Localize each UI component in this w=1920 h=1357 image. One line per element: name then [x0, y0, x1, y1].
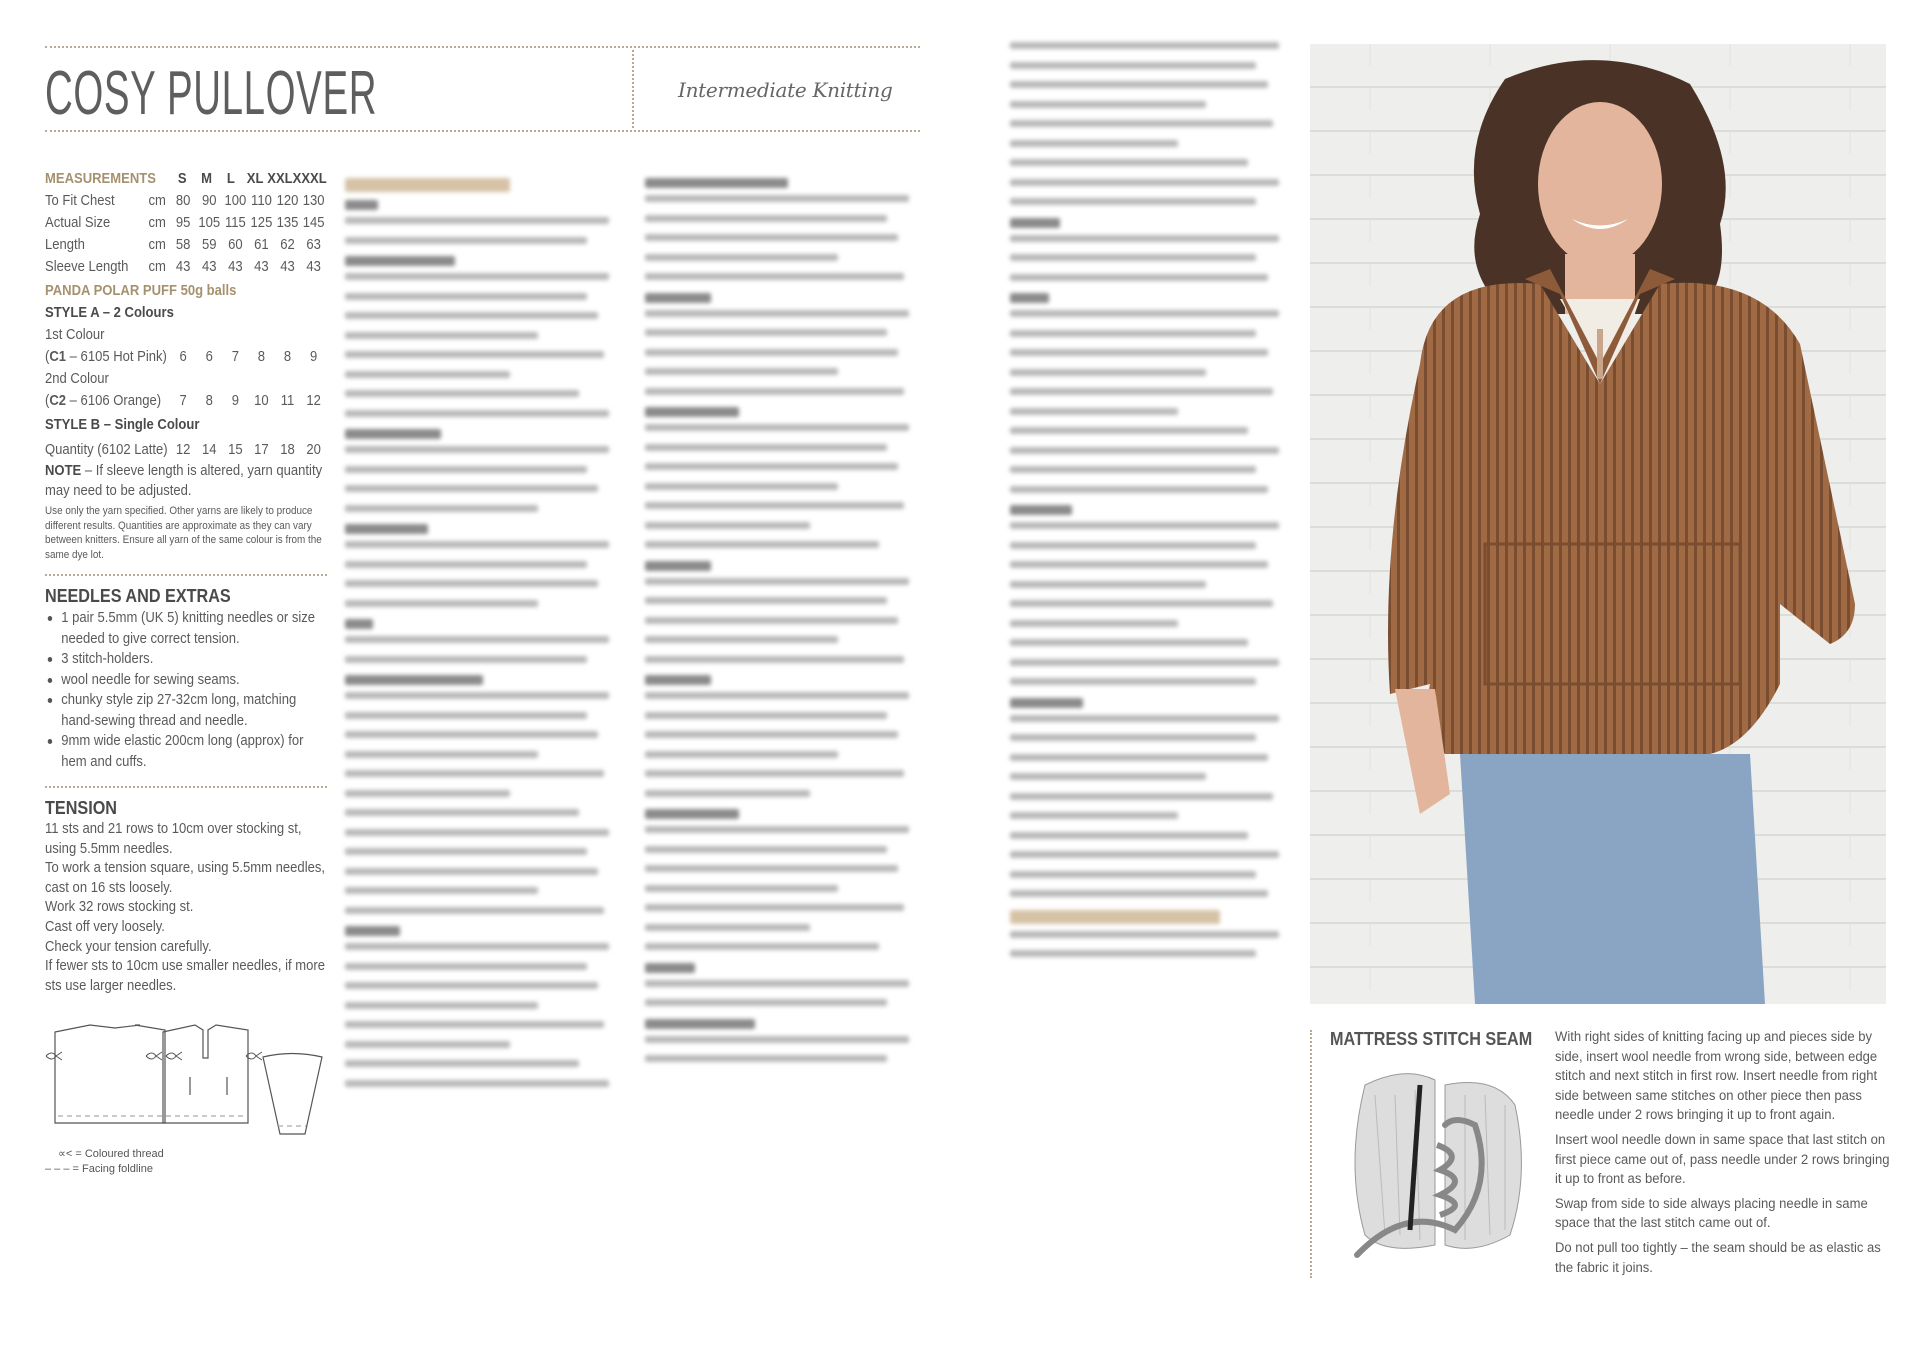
sleeve-piece — [263, 1054, 322, 1135]
blurred-line — [645, 215, 887, 222]
blurred-line — [1010, 620, 1178, 627]
row-label: Length — [45, 237, 85, 253]
blurred-line — [645, 692, 909, 699]
blurred-line — [345, 332, 538, 339]
qty-value: 12 — [175, 442, 191, 458]
blurred-line — [645, 541, 879, 548]
blurred-line — [645, 826, 909, 833]
blurred-line — [645, 712, 887, 719]
qty-value: 11 — [280, 393, 295, 409]
blurred-line — [345, 943, 609, 950]
yarn-heading: PANDA POLAR PUFF 50g balls — [45, 283, 237, 299]
blurred-line — [1010, 274, 1268, 281]
blurred-line — [345, 692, 609, 699]
blurred-line — [645, 636, 838, 643]
note-label: NOTE — [45, 463, 82, 479]
qty-value: 6 — [205, 349, 213, 365]
blurred-line — [345, 1060, 579, 1067]
blurred-line — [1010, 486, 1268, 493]
blurred-heading — [645, 809, 739, 819]
size-header: XXL — [267, 171, 293, 187]
blurred-line — [645, 1036, 909, 1043]
blurred-heading — [345, 200, 378, 210]
latte-label: Quantity (6102 Latte) — [45, 442, 168, 458]
blurred-line — [645, 790, 810, 797]
c2-row: (C2 – 6106 Orange) 7 8 9 10 11 12 — [45, 390, 327, 412]
measurement-value: 62 — [280, 237, 295, 253]
latte-row — [45, 439, 327, 461]
measurement-value: 43 — [228, 259, 243, 275]
blurred-line — [1010, 581, 1206, 588]
yarn-note — [45, 461, 327, 501]
blurred-line — [645, 424, 909, 431]
blurred-line — [645, 254, 838, 261]
blurred-line — [1010, 890, 1268, 897]
blurred-line — [1010, 812, 1178, 819]
qty-value: 15 — [228, 442, 243, 458]
blurred-line — [345, 505, 538, 512]
blurred-line — [345, 1021, 604, 1028]
blurred-line — [1010, 235, 1279, 242]
blurred-line — [345, 868, 598, 875]
legend-thread — [58, 1147, 164, 1162]
needles-heading: NEEDLES AND EXTRAS — [45, 586, 231, 606]
blurred-line — [345, 273, 609, 280]
blurred-line — [1010, 330, 1256, 337]
blurred-line — [645, 597, 887, 604]
needles-item: wool needle for sewing seams. — [45, 670, 327, 691]
measurement-value: 58 — [175, 237, 191, 253]
row-unit: cm — [148, 259, 166, 275]
blurred-line — [1010, 659, 1279, 666]
tension-text — [45, 820, 327, 996]
measurement-value: 63 — [306, 237, 321, 253]
coloured-thread-icon — [46, 1052, 62, 1060]
qty-value: 7 — [231, 349, 239, 365]
row-label: Actual Size — [45, 215, 111, 231]
blurred-line — [345, 312, 598, 319]
blurred-line — [1010, 851, 1279, 858]
blurred-line — [1010, 600, 1273, 607]
needles-item: 9mm wide elastic 200cm long (approx) for hem and cuffs. — [45, 731, 327, 772]
blurred-heading — [1010, 218, 1060, 228]
blurred-line — [1010, 678, 1256, 685]
mattress-paragraph: Do not pull too tightly – the seam should be as elastic as the fabric it joins. — [1555, 1239, 1881, 1276]
blurred-line — [345, 887, 538, 894]
row-unit: cm — [148, 237, 166, 253]
front-piece — [163, 1025, 248, 1123]
back-piece — [55, 1025, 165, 1123]
measurement-value: 90 — [201, 193, 217, 209]
header-bottom-rule — [45, 130, 920, 132]
blurred-line — [1010, 101, 1206, 108]
qty-value: 7 — [179, 393, 187, 409]
blurred-line — [345, 907, 604, 914]
blurred-line — [345, 982, 598, 989]
measurement-value: 43 — [254, 259, 269, 275]
measurement-row — [45, 256, 327, 278]
blurred-heading — [1010, 910, 1220, 924]
zip-icon — [1597, 329, 1603, 379]
row-unit: cm — [148, 193, 166, 209]
blurred-line — [645, 195, 909, 202]
c2-label: 2nd Colour — [45, 371, 109, 387]
blurred-pattern-column — [1010, 42, 1290, 970]
blurred-line — [1010, 427, 1248, 434]
blurred-heading — [645, 407, 739, 417]
size-header: XL — [246, 171, 264, 187]
blurred-line — [1010, 159, 1248, 166]
section-divider — [45, 786, 327, 788]
blurred-line — [645, 846, 887, 853]
blurred-line — [345, 217, 609, 224]
yarn-disclaimer: Use only the yarn specified. Other yarns are likely to produce different results. Quantities are approximate as they can vary between knitters. Ensure all yarn of the same colour is from the same dye lot. — [45, 505, 322, 561]
qty-value: 9 — [231, 393, 239, 409]
blurred-line — [1010, 120, 1273, 127]
blurred-line — [1010, 62, 1256, 69]
measurement-value: 115 — [224, 215, 246, 231]
blurred-pattern-column — [645, 170, 920, 1075]
qty-value: 9 — [310, 349, 318, 365]
blurred-line — [645, 904, 904, 911]
c1-code: C1 — [49, 349, 67, 365]
measurement-value: 95 — [175, 215, 191, 231]
blurred-heading — [345, 675, 483, 685]
blurred-line — [1010, 447, 1279, 454]
blurred-line — [345, 580, 598, 587]
blurred-line — [345, 466, 587, 473]
tension-line: If fewer sts to 10cm use smaller needles, if more sts use larger needles. — [45, 958, 325, 994]
qty-value: 6 — [179, 349, 187, 365]
blurred-line — [1010, 42, 1279, 49]
blurred-line — [645, 617, 898, 624]
header-divider — [632, 50, 634, 128]
blurred-line — [345, 1080, 609, 1087]
measurement-value: 105 — [198, 215, 221, 231]
c1-label: 1st Colour — [45, 327, 105, 343]
blurred-line — [345, 293, 587, 300]
blurred-line — [345, 561, 587, 568]
face — [1538, 102, 1662, 266]
blurred-heading — [645, 1019, 755, 1029]
jeans — [1460, 754, 1765, 1004]
blurred-line — [645, 578, 909, 585]
qty-value: 10 — [254, 393, 269, 409]
blurred-line — [345, 351, 604, 358]
blurred-line — [1010, 773, 1206, 780]
qty-value: 8 — [205, 393, 213, 409]
blurred-line — [645, 483, 838, 490]
blurred-line — [345, 485, 598, 492]
blurred-line — [645, 368, 838, 375]
blurred-line — [345, 731, 598, 738]
blurred-line — [1010, 140, 1178, 147]
blurred-line — [645, 943, 879, 950]
blurred-line — [645, 656, 904, 663]
blurred-line — [1010, 639, 1248, 646]
skill-level: Intermediate Knitting — [678, 78, 893, 102]
blurred-line — [645, 865, 898, 872]
measurement-value: 60 — [228, 237, 243, 253]
qty-value: 8 — [283, 349, 292, 365]
measurement-row — [45, 190, 327, 212]
blurred-line — [645, 444, 887, 451]
blurred-heading — [345, 926, 400, 936]
blurred-line — [345, 790, 510, 797]
measurement-value: 43 — [201, 259, 217, 275]
blurred-line — [645, 463, 898, 470]
measurement-value: 135 — [276, 215, 299, 231]
blurred-line — [645, 751, 838, 758]
row-label: To Fit Chest — [45, 193, 115, 209]
materials-column — [45, 168, 327, 996]
c2-name: – 6106 Orange) — [66, 393, 162, 409]
measurement-value: 100 — [224, 193, 247, 209]
legend-fold-label: = Facing foldline — [72, 1163, 153, 1175]
blurred-line — [345, 751, 538, 758]
size-header: L — [226, 171, 235, 187]
qty-value: 14 — [201, 442, 217, 458]
blurred-line — [1010, 542, 1256, 549]
measurement-value: 120 — [276, 193, 299, 209]
measurements-table — [45, 168, 327, 190]
measurement-value: 61 — [254, 237, 269, 253]
tension-line: To work a tension square, using 5.5mm needles, cast on 16 sts loosely. — [45, 860, 326, 896]
blurred-line — [1010, 81, 1268, 88]
blurred-line — [645, 234, 898, 241]
blurred-heading — [645, 675, 711, 685]
blurred-line — [645, 502, 904, 509]
measurement-row — [45, 234, 327, 256]
blurred-line — [345, 656, 587, 663]
blurred-heading — [645, 963, 695, 973]
blurred-line — [1010, 388, 1273, 395]
measurement-value: 110 — [251, 193, 272, 209]
mattress-paragraph: With right sides of knitting facing up and pieces side by side, insert wool needle from wrong side, between edge stitch and next stitch in first row. Insert needle from right side between same stitches on other piece then pass needle under 2 rows bringing it up to front again. — [1555, 1029, 1878, 1124]
measurement-value: 43 — [306, 259, 321, 275]
blurred-line — [645, 329, 887, 336]
qty-value: 17 — [254, 442, 269, 458]
c1-name: – 6105 Hot Pink) — [66, 349, 167, 365]
c2-code: C2 — [49, 393, 67, 409]
blurred-line — [1010, 950, 1256, 957]
measurement-value: 80 — [175, 193, 191, 209]
blurred-heading — [1010, 293, 1049, 303]
blurred-line — [645, 1055, 887, 1062]
mattress-heading: MATTRESS STITCH SEAM — [1330, 1029, 1533, 1049]
blurred-heading — [645, 178, 788, 188]
blurred-line — [345, 237, 587, 244]
section-divider — [45, 574, 327, 576]
blurred-heading — [1010, 698, 1083, 708]
blurred-line — [345, 1041, 510, 1048]
measurement-value: 43 — [280, 259, 295, 275]
qty-value: 12 — [306, 393, 321, 409]
blurred-line — [345, 541, 609, 548]
blurred-heading — [645, 293, 711, 303]
blurred-line — [345, 410, 609, 417]
blurred-line — [1010, 179, 1279, 186]
blurred-line — [1010, 198, 1256, 205]
blurred-line — [645, 924, 810, 931]
blurred-line — [645, 731, 898, 738]
blurred-line — [1010, 522, 1279, 529]
blurred-line — [345, 963, 587, 970]
blurred-line — [1010, 561, 1268, 568]
measurement-value: 145 — [302, 215, 325, 231]
blurred-heading — [645, 561, 711, 571]
blurred-heading — [345, 178, 510, 192]
blurred-line — [345, 600, 538, 607]
blurred-line — [1010, 408, 1178, 415]
blurred-line — [345, 636, 609, 643]
row-unit: cm — [148, 215, 166, 231]
blurred-line — [345, 848, 587, 855]
blurred-line — [645, 885, 838, 892]
style-a-heading: STYLE A – 2 Colours — [45, 305, 174, 321]
tension-line: Check your tension carefully. — [45, 938, 212, 955]
blurred-line — [345, 390, 579, 397]
coloured-thread-icon: ∝< — [58, 1148, 73, 1160]
page-title: COSY PULLOVER — [45, 59, 378, 128]
blurred-line — [1010, 254, 1256, 261]
tension-line: 11 sts and 21 rows to 10cm over stocking st, using 5.5mm needles. — [45, 821, 302, 857]
blurred-line — [345, 446, 609, 453]
needles-item: 1 pair 5.5mm (UK 5) knitting needles or size needed to give correct tension. — [45, 608, 327, 649]
blurred-pattern-column — [345, 170, 620, 1099]
qty-value: 20 — [306, 442, 321, 458]
blurred-line — [1010, 734, 1256, 741]
measurement-value: 130 — [302, 193, 325, 209]
blurred-line — [1010, 793, 1273, 800]
blurred-line — [1010, 832, 1248, 839]
needles-list — [45, 608, 327, 772]
blurred-line — [645, 349, 898, 356]
blurred-line — [1010, 466, 1256, 473]
blurred-line — [645, 310, 909, 317]
blurred-line — [345, 371, 510, 378]
blurred-line — [345, 1002, 538, 1009]
blurred-heading — [1010, 505, 1072, 515]
measurement-value: 125 — [250, 215, 273, 231]
size-header: S — [177, 171, 187, 187]
size-header: XXXL — [292, 171, 327, 187]
mattress-instructions — [1555, 1028, 1895, 1283]
mattress-paragraph: Insert wool needle down in same space that last stitch on first piece came out of, pass needle under 2 rows bringing it up to front as before. — [1555, 1131, 1890, 1188]
blurred-line — [1010, 369, 1206, 376]
blurred-line — [345, 829, 609, 836]
blurred-line — [645, 770, 904, 777]
blurred-heading — [345, 429, 441, 439]
style-b-heading: STYLE B – Single Colour — [45, 417, 200, 433]
qty-value: 18 — [280, 442, 295, 458]
blurred-line — [1010, 931, 1279, 938]
mattress-paragraph: Swap from side to side always placing needle in same space that the last stitch came out of. — [1555, 1195, 1868, 1232]
mattress-divider — [1310, 1030, 1312, 1278]
measurements-heading: MEASUREMENTS — [45, 171, 156, 187]
blurred-line — [645, 980, 909, 987]
blurred-line — [1010, 349, 1268, 356]
blurred-line — [645, 273, 904, 280]
model-photo — [1310, 44, 1886, 1004]
tension-line: Work 32 rows stocking st. — [45, 899, 194, 916]
note-text: – If sleeve length is altered, yarn quantity may need to be adjusted. — [45, 463, 323, 499]
measurement-row — [45, 212, 327, 234]
mattress-stitch-illustration — [1345, 1065, 1530, 1265]
blurred-line — [345, 809, 579, 816]
header-top-rule — [45, 46, 920, 48]
size-header: M — [201, 171, 212, 187]
row-label: Sleeve Length — [45, 259, 129, 275]
blurred-heading — [345, 619, 373, 629]
blurred-line — [645, 388, 904, 395]
legend-fold — [45, 1162, 153, 1177]
dashed-line-icon: – – – — [45, 1163, 70, 1175]
legend-thread-label: = Coloured thread — [75, 1148, 164, 1160]
blurred-line — [1010, 754, 1268, 761]
blurred-line — [1010, 310, 1279, 317]
needles-item: 3 stitch-holders. — [45, 649, 327, 670]
blurred-line — [645, 999, 887, 1006]
blurred-line — [645, 522, 810, 529]
blurred-line — [345, 712, 587, 719]
blurred-line — [1010, 871, 1256, 878]
blurred-line — [345, 770, 604, 777]
c1-row: (C1 – 6105 Hot Pink) 6 6 7 8 8 9 — [45, 346, 327, 368]
blurred-heading — [345, 524, 428, 534]
tension-heading: TENSION — [45, 798, 118, 818]
measurement-value: 43 — [175, 259, 191, 275]
blurred-heading — [345, 256, 455, 266]
needles-item: chunky style zip 27-32cm long, matching hand-sewing thread and needle. — [45, 690, 327, 731]
measurement-value: 59 — [201, 237, 217, 253]
blurred-line — [1010, 715, 1279, 722]
tension-line: Cast off very loosely. — [45, 918, 165, 935]
qty-value: 8 — [257, 349, 266, 365]
